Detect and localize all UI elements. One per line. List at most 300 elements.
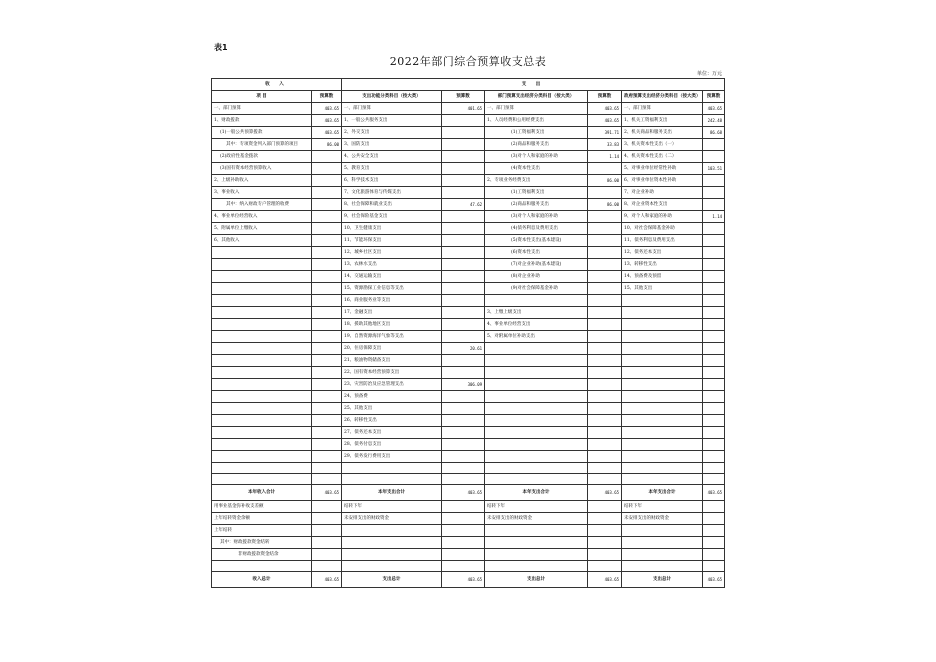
amount-cell: [442, 403, 485, 415]
amount-cell: [703, 463, 725, 474]
item-cell: 一、部门预算: [212, 103, 312, 115]
amount-cell: [703, 139, 725, 151]
table-row: [212, 355, 725, 367]
table-row: [212, 259, 725, 271]
item-cell: [485, 463, 588, 474]
amount-cell: [588, 474, 622, 485]
amount-cell: 47.62: [442, 199, 485, 211]
item-cell: 结转下年: [342, 501, 442, 513]
amount-cell: [312, 175, 342, 187]
amount-cell: [442, 247, 485, 259]
grand-dept-value: 403.65: [588, 572, 622, 588]
amount-cell: [588, 403, 622, 415]
item-cell: [485, 415, 588, 427]
table-row: [212, 307, 725, 319]
amount-cell: [442, 223, 485, 235]
amount-cell: [312, 415, 342, 427]
item-cell: [212, 451, 312, 463]
item-cell: 18、援助其他地区支出: [342, 319, 442, 331]
amount-cell: 391.71: [588, 127, 622, 139]
amount-cell: 20.61: [442, 343, 485, 355]
amount-cell: [703, 355, 725, 367]
table-row: [212, 127, 725, 139]
grand-total-row: [212, 572, 725, 588]
amount-cell: [703, 391, 725, 403]
amount-cell: 403.65: [588, 115, 622, 127]
item-cell: 20、住房保障支出: [342, 343, 442, 355]
amount-cell: [588, 319, 622, 331]
amount-cell: [703, 403, 725, 415]
amount-cell: [703, 223, 725, 235]
item-cell: 12、债务还本支出: [622, 247, 703, 259]
amount-cell: [442, 187, 485, 199]
amount-cell: [442, 451, 485, 463]
item-cell: (8)对企业补助: [485, 271, 588, 283]
item-cell: (3)对个人和家庭的补助: [485, 211, 588, 223]
item-cell: [485, 379, 588, 391]
item-cell: [622, 439, 703, 451]
item-cell: 22、国有资本经营预算支出: [342, 367, 442, 379]
amount-cell: [588, 295, 622, 307]
item-cell: 13、转移性支出: [622, 259, 703, 271]
item-cell: (1)一般公共预算拨款: [212, 127, 312, 139]
amount-cell: [312, 549, 342, 561]
item-cell: 13、农林水支出: [342, 259, 442, 271]
table-row: [212, 549, 725, 561]
table-row: [212, 463, 725, 474]
item-cell: [485, 549, 588, 561]
amount-cell: [588, 259, 622, 271]
amount-cell: [442, 427, 485, 439]
amount-cell: 403.65: [312, 127, 342, 139]
table-row: [212, 211, 725, 223]
item-cell: 结转下年: [485, 501, 588, 513]
amount-cell: [442, 271, 485, 283]
table-row: [212, 525, 725, 537]
amount-cell: [312, 439, 342, 451]
income-total-value: 403.65: [312, 485, 342, 501]
table-number-label: 表1: [214, 43, 228, 52]
item-cell: [622, 427, 703, 439]
amount-cell: [442, 474, 485, 485]
grand-gov-value: 403.65: [703, 572, 725, 588]
item-cell: [622, 355, 703, 367]
item-cell: [485, 439, 588, 451]
amount-cell: [703, 247, 725, 259]
item-cell: (5)资本性支出(基本建设): [485, 235, 588, 247]
item-cell: 2、上级补助收入: [212, 175, 312, 187]
item-cell: 3、国防支出: [342, 139, 442, 151]
grand-expense-label: 支出总计: [622, 572, 703, 588]
amount-cell: [442, 139, 485, 151]
item-cell: [485, 525, 588, 537]
item-cell: 11、节能环保支出: [342, 235, 442, 247]
item-cell: [212, 474, 312, 485]
amount-cell: [312, 271, 342, 283]
amount-cell: [703, 474, 725, 485]
amount-cell: [588, 271, 622, 283]
amount-cell: [312, 343, 342, 355]
item-cell: 9、社会保险基金支出: [342, 211, 442, 223]
item-cell: (3)对个人和家庭的补助: [485, 151, 588, 163]
amount-cell: [588, 415, 622, 427]
amount-cell: [312, 283, 342, 295]
item-cell: [212, 391, 312, 403]
table-row: [212, 513, 725, 525]
amount-cell: [588, 343, 622, 355]
annual-total-row: [212, 485, 725, 501]
item-cell: [485, 427, 588, 439]
item-cell: 24、预备费: [342, 391, 442, 403]
amount-cell: [312, 427, 342, 439]
item-cell: (2)商品和服务支出: [485, 199, 588, 211]
amount-cell: [312, 307, 342, 319]
item-cell: [342, 474, 442, 485]
table-row: [212, 175, 725, 187]
amount-cell: 403.65: [703, 103, 725, 115]
amount-cell: [442, 319, 485, 331]
item-cell: 28、债务付息支出: [342, 439, 442, 451]
item-cell: (4)资本性支出: [485, 163, 588, 175]
column-header-row: [212, 91, 725, 103]
table-row: [212, 163, 725, 175]
amount-cell: [442, 355, 485, 367]
amount-cell: [588, 439, 622, 451]
item-cell: [212, 259, 312, 271]
amount-cell: [588, 235, 622, 247]
amount-cell: [588, 331, 622, 343]
item-cell: (2)商品和服务支出: [485, 139, 588, 151]
amount-cell: [588, 427, 622, 439]
amount-cell: [703, 283, 725, 295]
amount-cell: 86.00: [312, 139, 342, 151]
amount-cell: [312, 259, 342, 271]
item-cell: [342, 463, 442, 474]
amount-cell: [588, 355, 622, 367]
item-cell: 26、转移性支出: [342, 415, 442, 427]
item-cell: 6、科学技术支出: [342, 175, 442, 187]
amount-cell: [703, 295, 725, 307]
item-cell: [485, 451, 588, 463]
amount-cell: [312, 223, 342, 235]
amount-cell: [588, 367, 622, 379]
amount-cell: [703, 235, 725, 247]
amount-cell: [703, 367, 725, 379]
budget-header: 预算数: [588, 91, 622, 103]
amount-cell: [588, 211, 622, 223]
item-cell: 4、事业单位经营收入: [212, 211, 312, 223]
item-cell: 一、部门预算: [485, 103, 588, 115]
item-cell: 其中：财政拨款资金结转: [212, 537, 312, 549]
amount-cell: [588, 513, 622, 525]
item-cell: 5、对附属单位补助支出: [485, 331, 588, 343]
budget-header: 预算数: [442, 91, 485, 103]
amount-cell: [442, 439, 485, 451]
item-cell: (6)资本性支出: [485, 247, 588, 259]
amount-cell: [703, 331, 725, 343]
item-cell: [485, 474, 588, 485]
budget-header: 预算数: [312, 91, 342, 103]
gov-econ-header: 政府预算支出经济分类科目（按大类）: [622, 91, 703, 103]
item-cell: [212, 283, 312, 295]
table-row: [212, 199, 725, 211]
item-cell: [622, 403, 703, 415]
item-cell: (4)债务利息及费用支出: [485, 223, 588, 235]
item-cell: 11、债务利息及费用支出: [622, 235, 703, 247]
amount-cell: [312, 379, 342, 391]
amount-cell: [703, 549, 725, 561]
amount-cell: [588, 561, 622, 572]
item-cell: 上年结转资金余额: [212, 513, 312, 525]
item-cell: 29、债务发行费用支出: [342, 451, 442, 463]
amount-cell: [312, 319, 342, 331]
item-cell: [212, 247, 312, 259]
item-cell: 其中：纳入财政专户管理的收费: [212, 199, 312, 211]
amount-cell: [312, 211, 342, 223]
amount-cell: [312, 355, 342, 367]
income-section-header: 收 入: [212, 79, 342, 91]
amount-cell: [312, 367, 342, 379]
item-cell: 3、上缴上级支出: [485, 307, 588, 319]
item-cell: 6、对事业单位资本性补助: [622, 175, 703, 187]
item-cell: [212, 307, 312, 319]
item-cell: 17、金融支出: [342, 307, 442, 319]
item-cell: [622, 295, 703, 307]
amount-cell: [312, 561, 342, 572]
amount-cell: [442, 513, 485, 525]
amount-cell: [442, 211, 485, 223]
item-cell: 7、对企业补助: [622, 187, 703, 199]
item-cell: 14、预备费及预留: [622, 271, 703, 283]
amount-cell: [442, 331, 485, 343]
amount-cell: [703, 525, 725, 537]
amount-cell: [442, 367, 485, 379]
amount-cell: 33.83: [588, 139, 622, 151]
table-row: [212, 391, 725, 403]
amount-cell: 1.14: [588, 151, 622, 163]
amount-cell: [703, 151, 725, 163]
item-cell: 一、部门预算: [342, 103, 442, 115]
item-cell: 1、机关工资福利支出: [622, 115, 703, 127]
amount-cell: [312, 451, 342, 463]
page-title: 2022年部门综合预算收支总表: [389, 55, 547, 68]
item-cell: [212, 415, 312, 427]
item-cell: [212, 463, 312, 474]
item-cell: 1、人员经费和公用经费支出: [485, 115, 588, 127]
item-cell: 15、资源勘探工业信息等支出: [342, 283, 442, 295]
item-cell: [622, 537, 703, 549]
item-cell: 用事业基金弥补收支差额: [212, 501, 312, 513]
item-cell: [622, 391, 703, 403]
amount-cell: [312, 199, 342, 211]
grand-expense-label: 支出总计: [485, 572, 588, 588]
table-row: [212, 103, 725, 115]
item-cell: [342, 549, 442, 561]
amount-cell: [312, 247, 342, 259]
amount-cell: [703, 537, 725, 549]
item-cell: [212, 271, 312, 283]
table-row: [212, 427, 725, 439]
amount-cell: [588, 537, 622, 549]
amount-cell: 403.65: [588, 103, 622, 115]
item-cell: (2)政府性基金拨款: [212, 151, 312, 163]
item-cell: 未安排支出的财政资金: [485, 513, 588, 525]
amount-cell: [442, 127, 485, 139]
amount-cell: [703, 561, 725, 572]
item-cell: [212, 403, 312, 415]
item-cell: 5、对事业单位经常性补助: [622, 163, 703, 175]
table-row: [212, 415, 725, 427]
amount-cell: [703, 451, 725, 463]
amount-cell: [588, 379, 622, 391]
item-cell: 1、财政拨款: [212, 115, 312, 127]
amount-cell: [312, 235, 342, 247]
amount-cell: 103.51: [703, 163, 725, 175]
expense-total-dept-value: 403.65: [588, 485, 622, 501]
amount-cell: [442, 115, 485, 127]
item-cell: 19、自然资源海洋气象等支出: [342, 331, 442, 343]
item-cell: [212, 355, 312, 367]
amount-cell: [312, 391, 342, 403]
item-cell: 未安排支出的财政资金: [342, 513, 442, 525]
table-row: [212, 451, 725, 463]
item-cell: 2、专项业务经费支出: [485, 175, 588, 187]
amount-cell: [312, 151, 342, 163]
item-cell: 4、事业单位经营支出: [485, 319, 588, 331]
dept-econ-header: 部门预算支出经济分类科目（按大类）: [485, 91, 588, 103]
item-cell: 非财政拨款资金结余: [212, 549, 312, 561]
amount-cell: [312, 474, 342, 485]
item-cell: 4、公共安全支出: [342, 151, 442, 163]
table-row: [212, 331, 725, 343]
table-row: [212, 187, 725, 199]
item-cell: [212, 319, 312, 331]
amount-cell: [442, 415, 485, 427]
item-cell: [622, 367, 703, 379]
item-cell: [622, 561, 703, 572]
table-row: [212, 247, 725, 259]
item-cell: [212, 379, 312, 391]
amount-cell: [442, 501, 485, 513]
amount-cell: [312, 525, 342, 537]
table-row: [212, 474, 725, 485]
amount-cell: [588, 247, 622, 259]
table-row: [212, 501, 725, 513]
amount-cell: [588, 163, 622, 175]
table-row: [212, 319, 725, 331]
item-cell: 8、对企业资本性支出: [622, 199, 703, 211]
item-cell: [342, 561, 442, 572]
item-cell: [485, 355, 588, 367]
amount-cell: 86.00: [588, 175, 622, 187]
item-cell: 一、部门预算: [622, 103, 703, 115]
table-row: [212, 115, 725, 127]
item-cell: (1)工资福利支出: [485, 127, 588, 139]
item-cell: [342, 525, 442, 537]
item-cell: 7、文化旅游体育与传媒支出: [342, 187, 442, 199]
amount-cell: [588, 463, 622, 474]
item-cell: 结转下年: [622, 501, 703, 513]
item-cell: 3、机关资本性支出（一）: [622, 139, 703, 151]
unit-label: 单位：万元: [696, 71, 722, 77]
amount-cell: [442, 283, 485, 295]
amount-cell: [442, 259, 485, 271]
budget-header: 预算数: [703, 91, 725, 103]
item-cell: [485, 295, 588, 307]
amount-cell: [588, 451, 622, 463]
item-cell: 4、机关资本性支出（二）: [622, 151, 703, 163]
item-cell: [212, 343, 312, 355]
item-cell: [342, 537, 442, 549]
item-cell: [622, 415, 703, 427]
amount-cell: [703, 307, 725, 319]
item-cell: 3、事业收入: [212, 187, 312, 199]
expense-total-func-value: 403.65: [442, 485, 485, 501]
table-row: [212, 151, 725, 163]
amount-cell: [442, 163, 485, 175]
amount-cell: [442, 463, 485, 474]
item-cell: 未安排支出的财政资金: [622, 513, 703, 525]
item-cell: 6、其他收入: [212, 235, 312, 247]
amount-cell: [312, 513, 342, 525]
item-cell: 上年结转: [212, 525, 312, 537]
amount-cell: [703, 427, 725, 439]
func-class-header: 支出功能分类科目（按大类）: [342, 91, 442, 103]
amount-cell: [312, 187, 342, 199]
table-row: [212, 403, 725, 415]
table-row: [212, 537, 725, 549]
expense-total-label: 本年支出合计: [485, 485, 588, 501]
amount-cell: 86.00: [588, 199, 622, 211]
amount-cell: [312, 331, 342, 343]
table-row: [212, 367, 725, 379]
amount-cell: [312, 463, 342, 474]
amount-cell: [703, 379, 725, 391]
table-row: [212, 343, 725, 355]
amount-cell: [703, 187, 725, 199]
amount-cell: 1.14: [703, 211, 725, 223]
grand-expense-label: 支出总计: [342, 572, 442, 588]
item-cell: 27、债务还本支出: [342, 427, 442, 439]
amount-cell: 86.68: [703, 127, 725, 139]
item-cell: [622, 331, 703, 343]
table-row: [212, 223, 725, 235]
amount-cell: [703, 513, 725, 525]
expense-total-gov-value: 403.65: [703, 485, 725, 501]
item-cell: [212, 331, 312, 343]
item-cell: [622, 319, 703, 331]
amount-cell: [703, 271, 725, 283]
item-cell: 5、教育支出: [342, 163, 442, 175]
amount-cell: 403.65: [312, 103, 342, 115]
item-cell: 1、一般公共服务支出: [342, 115, 442, 127]
amount-cell: [703, 439, 725, 451]
item-cell: [622, 307, 703, 319]
item-cell: 9、对个人和家庭的补助: [622, 211, 703, 223]
amount-cell: [442, 549, 485, 561]
amount-cell: [588, 501, 622, 513]
item-cell: [622, 343, 703, 355]
item-cell: (1)工资福利支出: [485, 187, 588, 199]
amount-cell: [442, 525, 485, 537]
table-row: [212, 283, 725, 295]
amount-cell: [588, 525, 622, 537]
amount-cell: [442, 391, 485, 403]
amount-cell: [588, 391, 622, 403]
table-row: [212, 295, 725, 307]
item-cell: [485, 391, 588, 403]
amount-cell: [312, 537, 342, 549]
